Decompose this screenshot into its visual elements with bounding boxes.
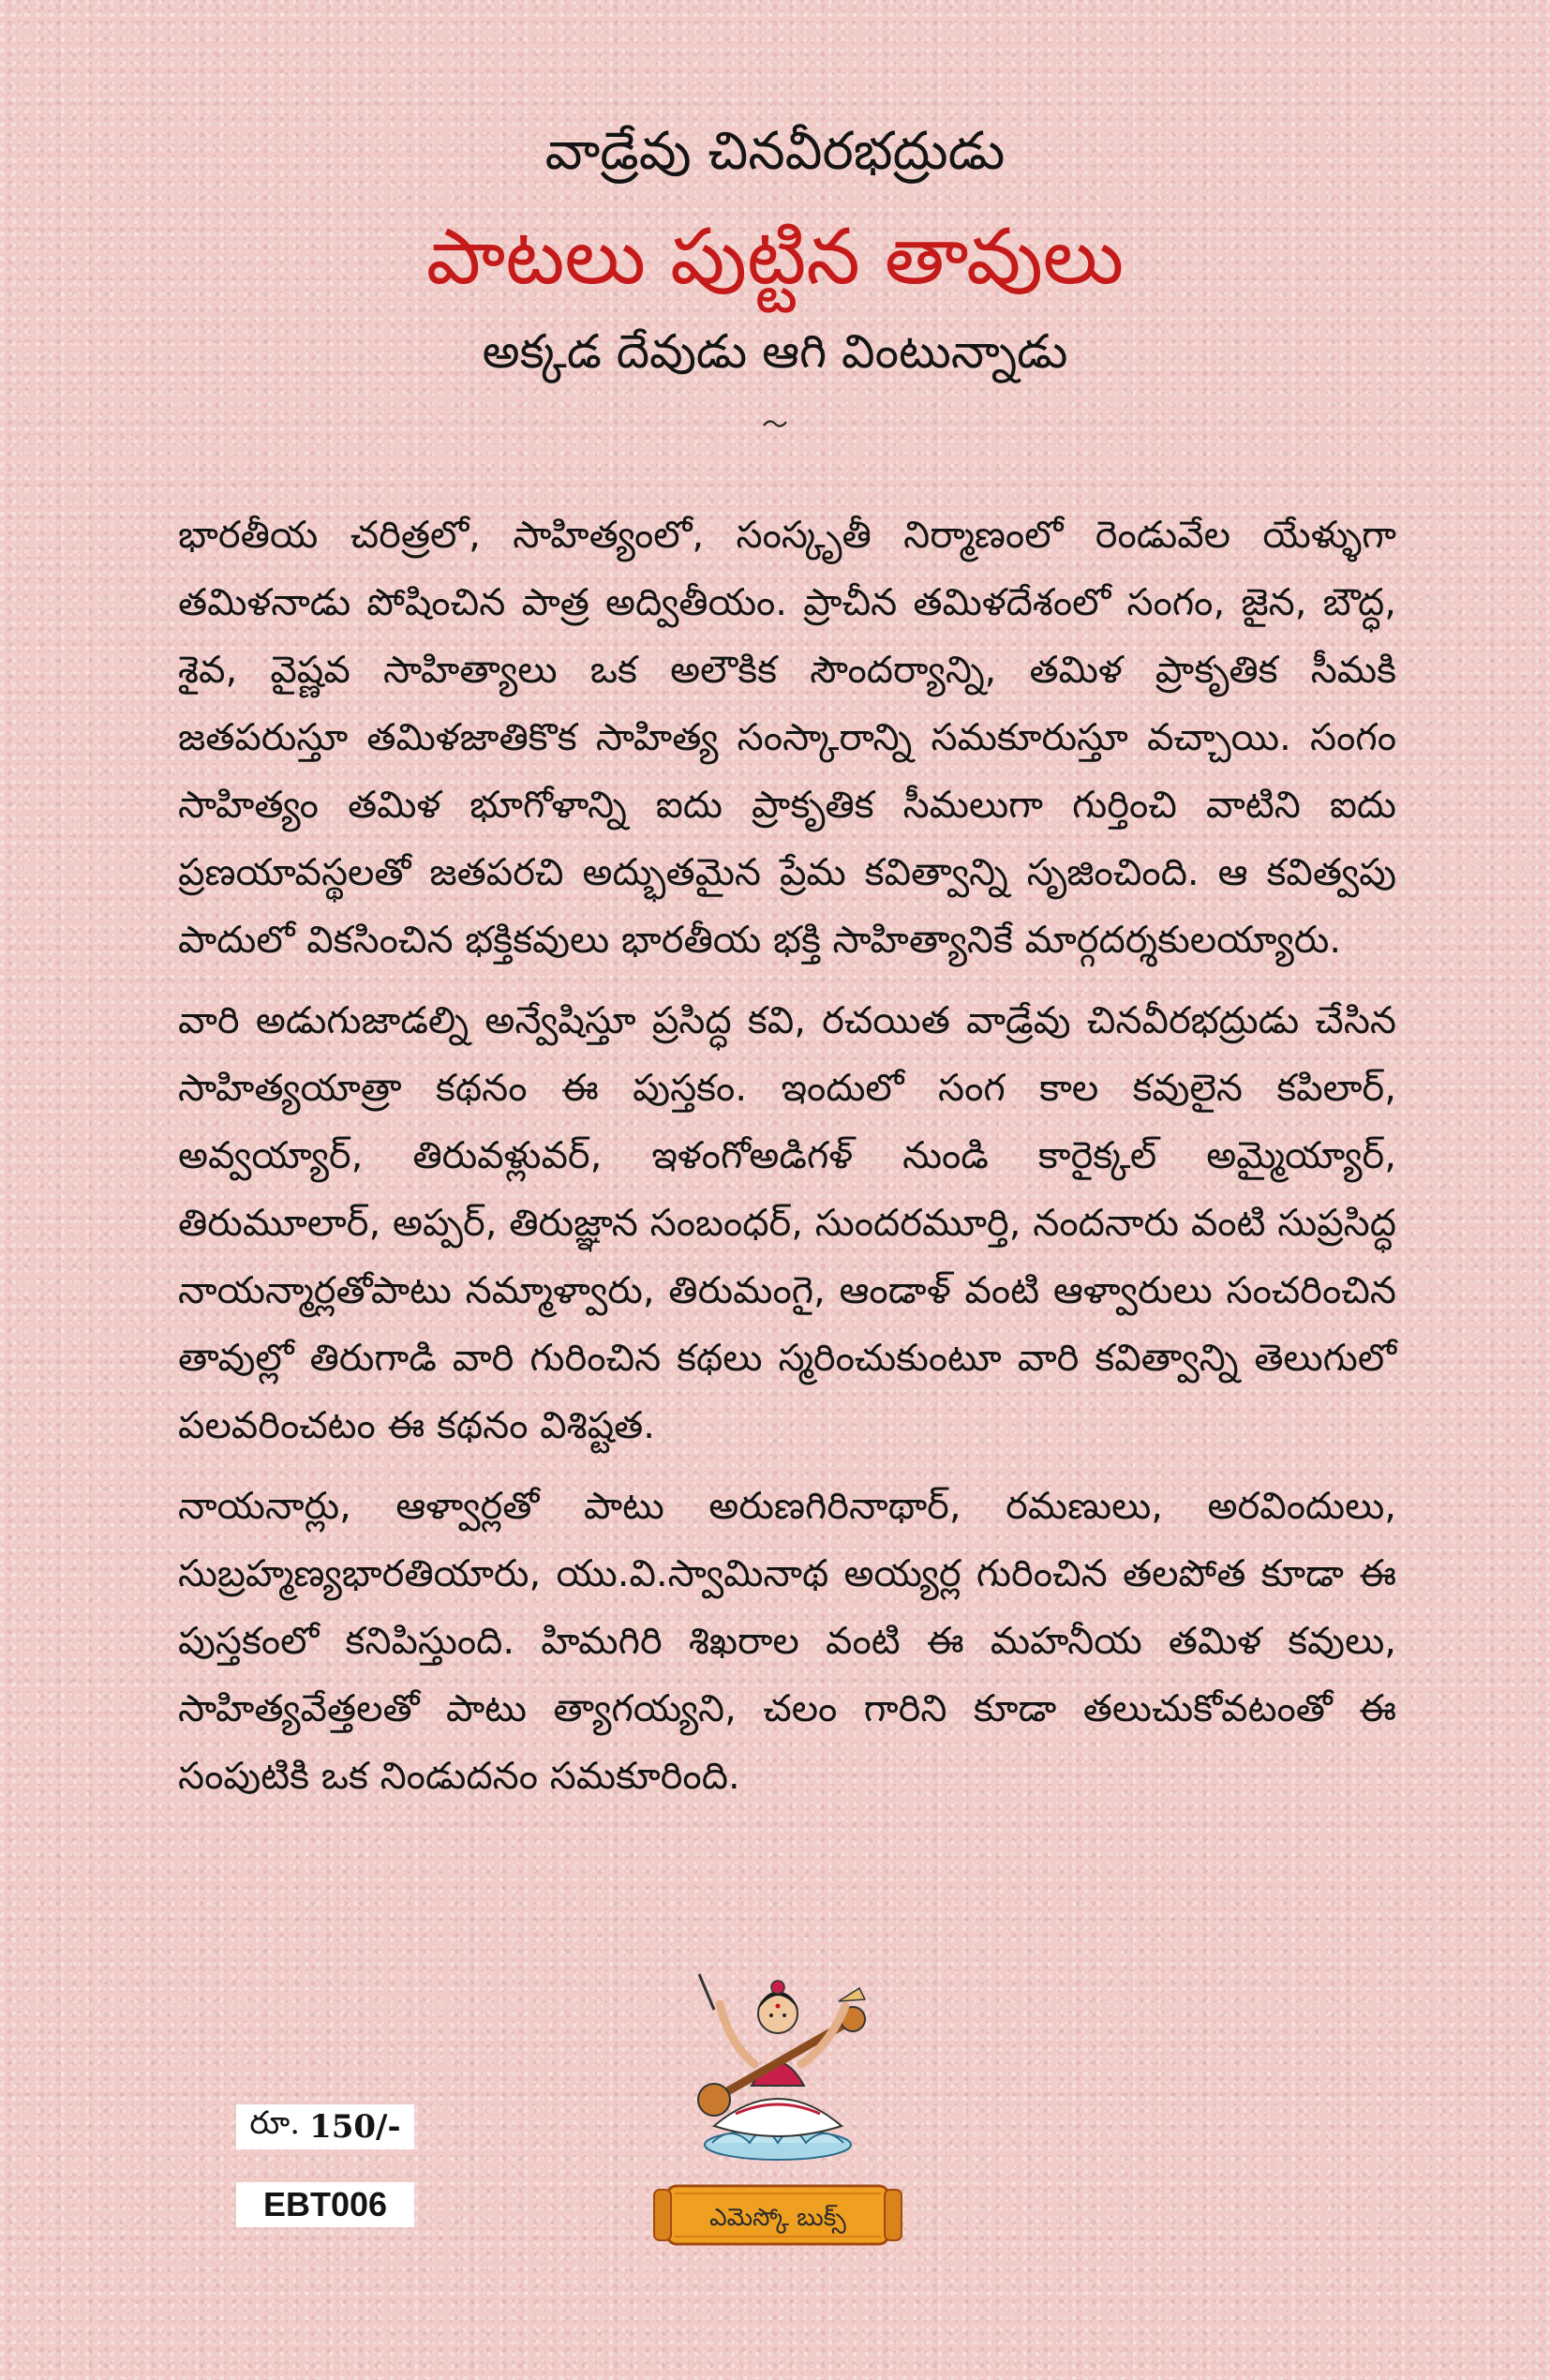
goddess-illustration (647, 1912, 909, 2268)
tilde-ornament (0, 414, 1550, 437)
publisher-logo (647, 1912, 909, 2268)
book-title: పాటలు పుట్టిన తావులు (425, 213, 1125, 302)
blurb-paragraph-2: వారి అడుగుజాడల్ని అన్వేషిస్తూ ప్రసిద్ధ కవి, రచయిత వాడ్రేవు చినవీరభద్రుడు చేసిన సాహిత్యయాత్రా కథనం ఈ పుస్తకం. ఇందులో సంగ కాల కవులైన కపిలార్, అవ్వయ్యార్, తిరువళ్లువర్, ఇళంగోఅడిగళ్ నుండి కారైక్కల్ అమ్మైయ్యార్, తిరుమూలార్, అప్పర్, తిరుజ్ఞాన సంబంధర్, సుందరమూర్తి, నందనారు వంటి సుప్రసిద్ధ నాయన్మార్లతోపాటు నమ్మాళ్వారు, తిరుమంగై, ఆండాళ్ వంటి ఆళ్వారులు సంచరించిన తావుల్లో తిరుగాడి వారి గురించిన కథలు స్మరించుకుంటూ వారి కవిత్వాన్ని తెలుగులో పలవరించటం ఈ కథనం విశిష్టత. (178, 999, 1396, 1447)
blurb-paragraph-1: భారతీయ చరిత్రలో, సాహిత్యంలో, సంస్కృతీ నిర్మాణంలో రెండువేల యేళ్ళుగా తమిళనాడు పోషించిన పాత్ర అద్వితీయం. ప్రాచీన తమిళదేశంలో సంగం, జైన, బౌద్ధ, శైవ, వైష్ణవ సాహిత్యాలు ఒక అలౌకిక సౌందర్యాన్ని, తమిళ ప్రాకృతిక సీమకి జతపరుస్తూ తమిళజాతికొక సాహిత్య సంస్కారాన్ని సమకూరుస్తూ వచ్చాయి. సంగం సాహిత్యం తమిళ భూగోళాన్ని ఐదు ప్రాకృతిక సీమలుగా గుర్తించి వాటిని ఐదు ప్రణయావస్థలతో జతపరచి అద్భుతమైన ప్రేమ కవిత్వాన్ని సృజించింది. ఆ కవిత్వపు పాదులో వికసించిన భక్తికవులు భారతీయ భక్తి సాహిత్యానికే మార్గదర్శకులయ్యారు. (178, 514, 1396, 962)
publisher-name: ఎమెస్కో బుక్స్ (709, 2204, 846, 2232)
book-subtitle: అక్కడ దేవుడు ఆగి వింటున్నాడు (482, 324, 1068, 379)
blurb (178, 501, 1396, 1823)
author-name: వాడ్రేవు చినవీరభద్రుడు (544, 121, 1006, 182)
blurb-paragraph-3: నాయనార్లు, ఆళ్వార్లతో పాటు అరుణగిరినాథార్, రమణులు, అరవిందులు, సుబ్రహ్మణ్యభారతియారు, యు.వి.స్వామినాథ అయ్యర్ల గురించిన తలపోత కూడా ఈ పుస్తకంలో కనిపిస్తుంది. హిమగిరి శిఖరాల వంటి ఈ మహనీయ తమిళ కవులు, సాహిత్యవేత్తలతో పాటు త్యాగయ్యని, చలం గారిని కూడా తలుచుకోవటంతో ఈ సంపుటికి ఒక నిండుదనం సమకూరింది. (178, 1485, 1396, 1798)
price-prefix: రూ. (249, 2104, 301, 2142)
price-amount: 150/- (309, 2108, 401, 2146)
book-code: EBT006 (236, 2182, 414, 2227)
price-label (236, 2104, 414, 2149)
